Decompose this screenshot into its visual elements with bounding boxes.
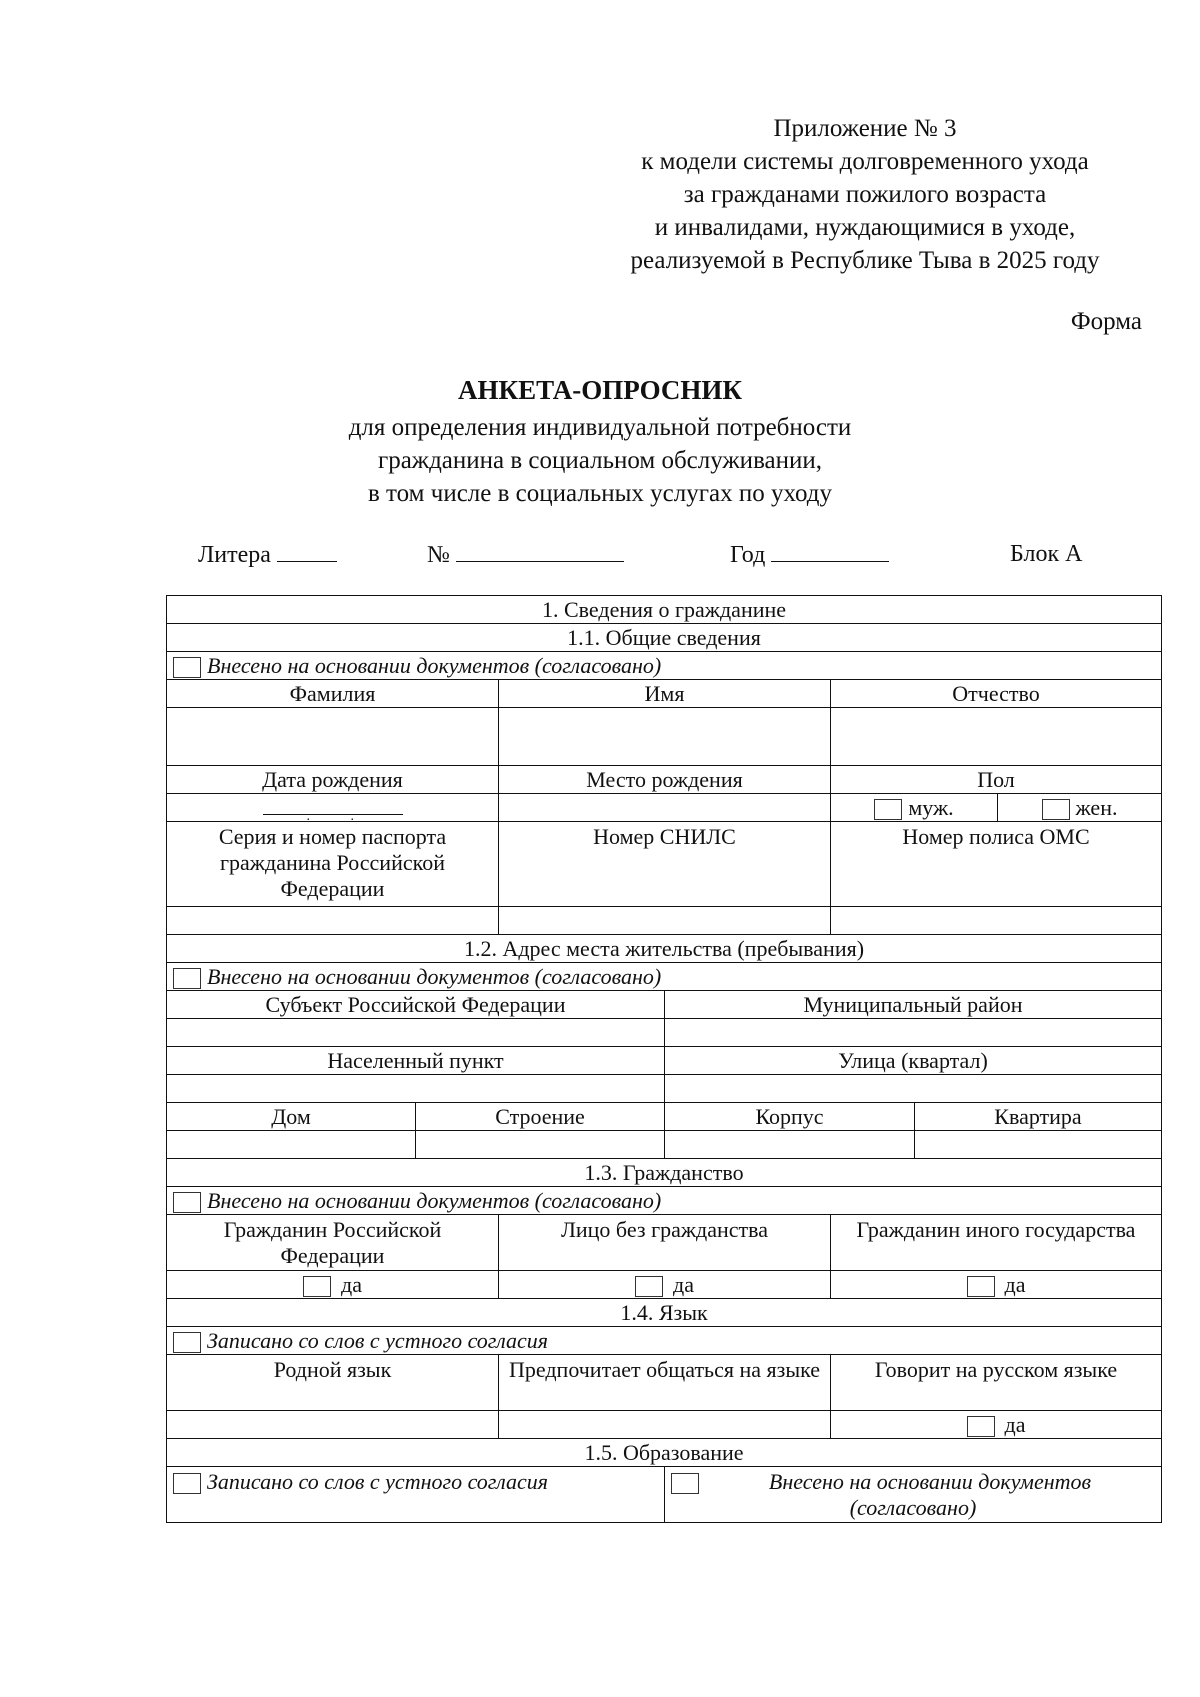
section-1-5-title: 1.5. Образование bbox=[167, 1439, 1162, 1467]
language-oral-note-text: Записано со слов с устного согласия bbox=[207, 1327, 548, 1353]
general-docs-note bbox=[167, 652, 1162, 680]
document-title: АНКЕТА-ОПРОСНИК bbox=[458, 375, 742, 405]
district-input[interactable] bbox=[665, 1019, 1162, 1047]
subtitle-line: гражданина в социальном обслуживании, bbox=[377, 447, 823, 474]
speaks-russian-checkbox[interactable] bbox=[967, 1416, 995, 1437]
name-input[interactable] bbox=[499, 708, 831, 766]
korpus-input[interactable] bbox=[665, 1131, 915, 1159]
litera-label: Литера bbox=[198, 542, 271, 568]
street-input[interactable] bbox=[665, 1075, 1162, 1103]
litera-field[interactable] bbox=[198, 541, 337, 569]
education-docs-note bbox=[665, 1467, 1162, 1523]
locality-input[interactable] bbox=[167, 1075, 665, 1103]
education-docs-note-text: Внесено на основании документов (согласовано) bbox=[768, 1469, 1092, 1520]
yes-label: да bbox=[1004, 1271, 1026, 1297]
patronymic-header: Отчество bbox=[831, 680, 1162, 708]
address-docs-note-text: Внесено на основании документов (согласовано) bbox=[207, 963, 662, 989]
education-oral-checkbox[interactable] bbox=[173, 1473, 201, 1494]
male-label: муж. bbox=[908, 794, 954, 820]
litera-line[interactable] bbox=[277, 541, 337, 562]
appendix-header bbox=[595, 112, 1135, 277]
education-oral-note-text: Записано со слов с устного согласия bbox=[207, 1469, 548, 1494]
form-label: Форма bbox=[1070, 308, 1142, 335]
education-docs-checkbox[interactable] bbox=[671, 1473, 699, 1494]
citizenship-docs-note bbox=[167, 1187, 1162, 1215]
appendix-line: реализуемой в Республике Тыва в 2025 году bbox=[630, 247, 1100, 274]
language-oral-checkbox[interactable] bbox=[173, 1332, 201, 1353]
male-checkbox[interactable] bbox=[874, 799, 902, 820]
foreign-citizen-header: Гражданин иного государства bbox=[831, 1215, 1162, 1271]
birth-place-input[interactable] bbox=[499, 794, 831, 822]
apartment-header: Квартира bbox=[915, 1103, 1162, 1131]
korpus-header: Корпус bbox=[665, 1103, 915, 1131]
locality-header: Населенный пункт bbox=[167, 1047, 665, 1075]
section-1-1-title: 1.1. Общие сведения bbox=[167, 624, 1162, 652]
snils-input[interactable] bbox=[499, 907, 831, 935]
building-header: Строение bbox=[416, 1103, 665, 1131]
yes-label: да bbox=[1004, 1411, 1026, 1437]
address-docs-checkbox[interactable] bbox=[173, 968, 201, 989]
citizenship-docs-checkbox[interactable] bbox=[173, 1192, 201, 1213]
name-header: Имя bbox=[499, 680, 831, 708]
house-input[interactable] bbox=[167, 1131, 416, 1159]
passport-header: Серия и номер паспорта гражданина Российской Федерации bbox=[167, 822, 499, 907]
sex-female-cell[interactable] bbox=[998, 794, 1162, 822]
speaks-russian-header: Говорит на русском языке bbox=[831, 1355, 1162, 1411]
birth-date-input[interactable] bbox=[167, 794, 499, 822]
appendix-line: за гражданами пожилого возраста bbox=[683, 181, 1047, 208]
oms-input[interactable] bbox=[831, 907, 1162, 935]
surname-input[interactable] bbox=[167, 708, 499, 766]
date-blank-line: . . bbox=[263, 800, 403, 815]
appendix-line: и инвалидами, нуждающимися в уходе, bbox=[654, 214, 1076, 241]
section-1-title: 1. Сведения о гражданине bbox=[167, 596, 1162, 624]
native-language-header: Родной язык bbox=[167, 1355, 499, 1411]
stateless-header: Лицо без гражданства bbox=[499, 1215, 831, 1271]
stateless-checkbox[interactable] bbox=[635, 1276, 663, 1297]
snils-header: Номер СНИЛС bbox=[499, 822, 831, 907]
building-input[interactable] bbox=[416, 1131, 665, 1159]
stateless-cell[interactable] bbox=[499, 1271, 831, 1299]
birth-place-header: Место рождения bbox=[499, 766, 831, 794]
general-docs-checkbox[interactable] bbox=[173, 657, 201, 678]
section-1-3-title: 1.3. Гражданство bbox=[167, 1159, 1162, 1187]
address-docs-note bbox=[167, 963, 1162, 991]
oms-header: Номер полиса ОМС bbox=[831, 822, 1162, 907]
citizenship-docs-note-text: Внесено на основании документов (согласовано) bbox=[207, 1187, 662, 1213]
year-field[interactable] bbox=[730, 541, 889, 569]
number-field[interactable] bbox=[427, 541, 624, 569]
sex-header: Пол bbox=[831, 766, 1162, 794]
subtitle-line: для определения индивидуальной потребности bbox=[348, 414, 852, 441]
year-line[interactable] bbox=[771, 541, 889, 562]
apartment-input[interactable] bbox=[915, 1131, 1162, 1159]
sex-male-cell[interactable] bbox=[831, 794, 998, 822]
preferred-language-header: Предпочитает общаться на языке bbox=[499, 1355, 831, 1411]
speaks-russian-cell[interactable] bbox=[831, 1411, 1162, 1439]
female-label: жен. bbox=[1075, 794, 1118, 820]
rf-citizen-checkbox[interactable] bbox=[303, 1276, 331, 1297]
yes-label: да bbox=[341, 1271, 362, 1297]
subtitle-line: в том числе в социальных услугах по уходу bbox=[368, 480, 832, 507]
district-header: Муниципальный район bbox=[665, 991, 1162, 1019]
native-language-input[interactable] bbox=[167, 1411, 499, 1439]
preferred-language-input[interactable] bbox=[499, 1411, 831, 1439]
house-header: Дом bbox=[167, 1103, 416, 1131]
birth-date-header: Дата рождения bbox=[167, 766, 499, 794]
block-label: Блок А bbox=[1010, 541, 1083, 567]
general-docs-note-text: Внесено на основании документов (согласовано) bbox=[207, 652, 662, 678]
education-oral-note bbox=[167, 1467, 665, 1523]
appendix-line: Приложение № 3 bbox=[773, 115, 957, 142]
surname-header: Фамилия bbox=[167, 680, 499, 708]
year-label: Год bbox=[730, 542, 766, 568]
language-oral-note bbox=[167, 1327, 1162, 1355]
subject-header: Субъект Российской Федерации bbox=[167, 991, 665, 1019]
yes-label: да bbox=[673, 1271, 694, 1297]
foreign-citizen-checkbox[interactable] bbox=[967, 1276, 995, 1297]
number-label: № bbox=[427, 542, 450, 568]
patronymic-input[interactable] bbox=[831, 708, 1162, 766]
rf-citizen-header: Гражданин Российской Федерации bbox=[167, 1215, 499, 1271]
section-1-2-title: 1.2. Адрес места жительства (пребывания) bbox=[167, 935, 1162, 963]
subject-input[interactable] bbox=[167, 1019, 665, 1047]
foreign-citizen-cell[interactable] bbox=[831, 1271, 1162, 1299]
document-subtitle bbox=[0, 411, 1200, 510]
questionnaire-table bbox=[166, 595, 1162, 1523]
passport-input[interactable] bbox=[167, 907, 499, 935]
section-1-4-title: 1.4. Язык bbox=[167, 1299, 1162, 1327]
street-header: Улица (квартал) bbox=[665, 1047, 1162, 1075]
number-line[interactable] bbox=[456, 541, 624, 562]
female-checkbox[interactable] bbox=[1042, 799, 1070, 820]
rf-citizen-cell[interactable] bbox=[167, 1271, 499, 1299]
appendix-line: к модели системы долговременного ухода bbox=[641, 148, 1089, 175]
